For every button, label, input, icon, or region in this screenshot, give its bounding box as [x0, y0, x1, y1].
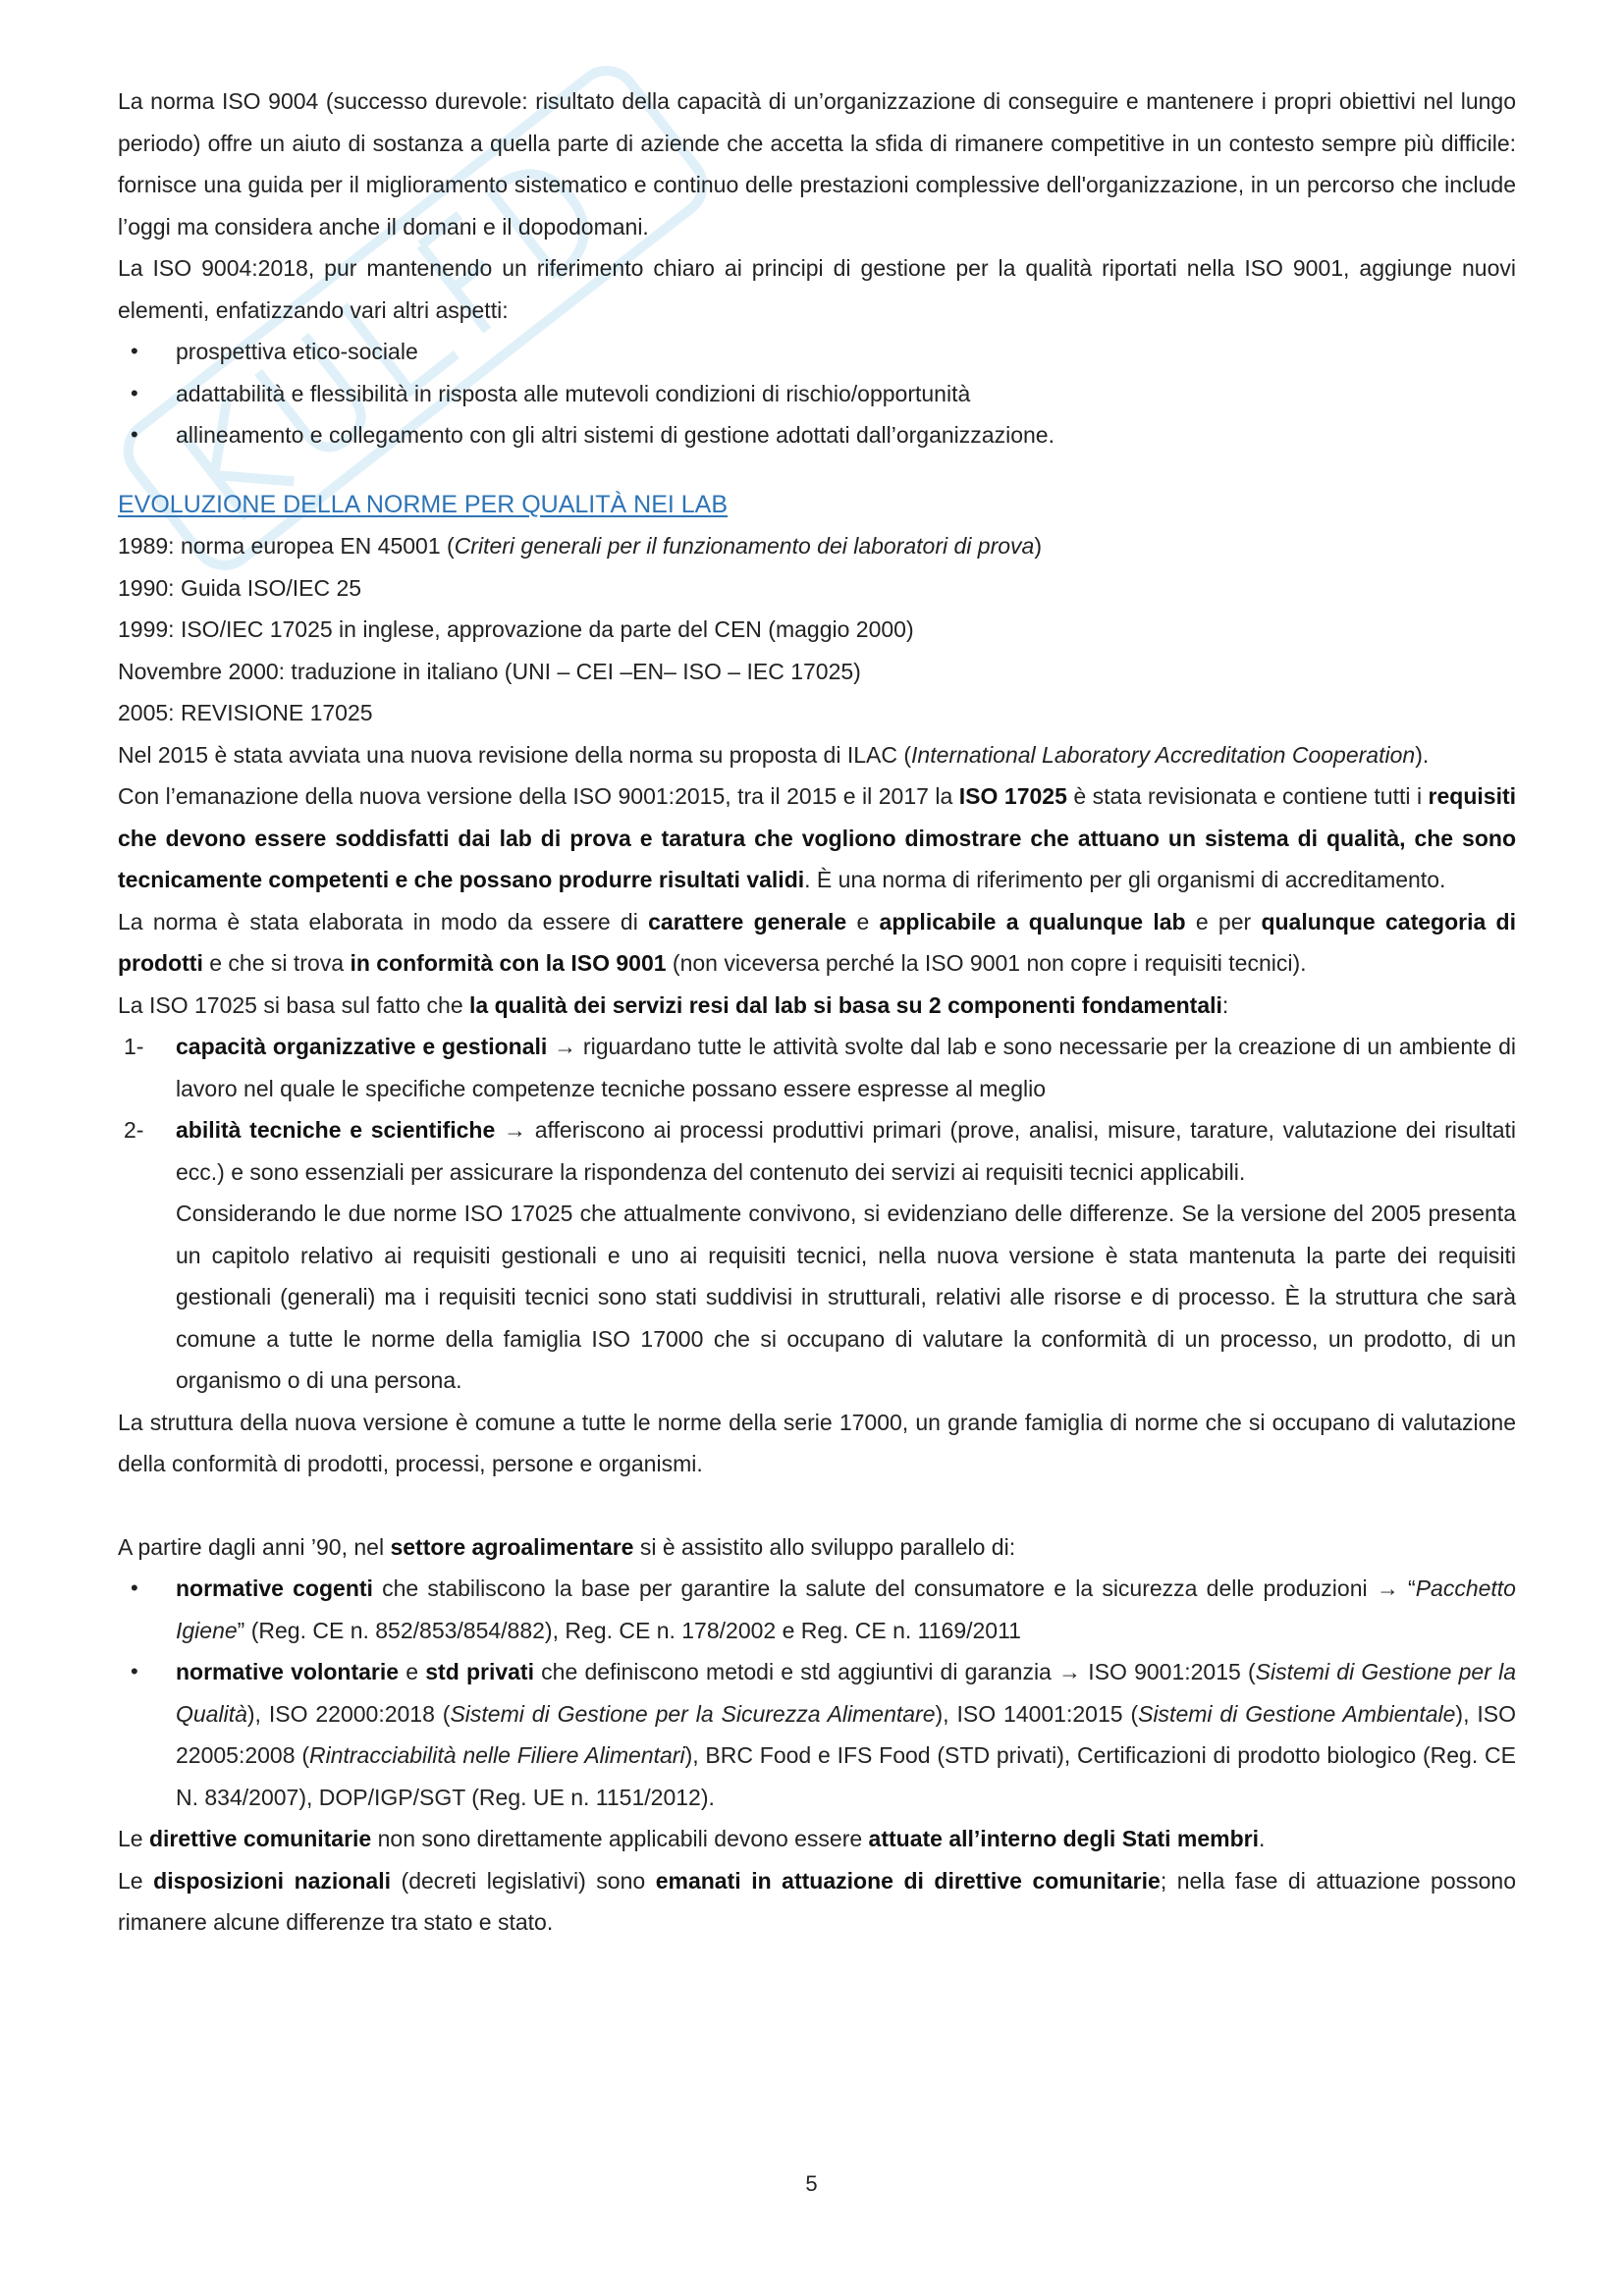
paragraph-revision-2015: Nel 2015 è stata avviata una nuova revisione della norma su proposta di ILAC (International Laboratory Accreditation Cooperation).	[118, 741, 1430, 768]
list-number: 2-	[124, 1117, 144, 1143]
bullet-icon: •	[131, 1575, 138, 1600]
list-item: 2- abilità tecniche e scientifiche → afferiscono ai processi produttivi primari (prove, analisi, misure, tarature, valutazione dei risultati ecc.) e sono essenziali per assicurare la rispondenza del contenuto dei servizi ai requisiti tecnici applicabili. Considerando le due norme ISO 17025 che attualmente convivono, si evidenziano delle differenze. Se la versione del 2005 presenta un capitolo relativo ai requisiti gestionali e uno ai requisiti tecnici, nella nuova versione è stata mantenuta la parte dei requisiti gestionali (generali) ma i requisiti tecnici sono stati suddivisi in strutturali, relativi alle risorse e di processo. È la struttura che sarà comune a tutte le norme della famiglia ISO 17000 che si occupano di valutare la conformità di un processo, un prodotto, di un organismo o di una persona.	[118, 1109, 1516, 1402]
bullet-icon: •	[131, 380, 138, 405]
timeline-1989: 1989: norma europea EN 45001 (Criteri generali per il funzionamento dei laboratori di prova)	[118, 533, 1043, 559]
paragraph-components: La ISO 17025 si basa sul fatto che la qualità dei servizi resi dal lab si basa su 2 componenti fondamentali:	[118, 991, 1229, 1018]
list-number: 1-	[124, 1034, 144, 1059]
list-item: • adattabilità e flessibilità in risposta alle mutevoli condizioni di rischio/opportunità	[118, 373, 1516, 415]
bullet-icon: •	[131, 422, 138, 447]
timeline-1999: 1999: ISO/IEC 17025 in inglese, approvazione da parte del CEN (maggio 2000)	[118, 616, 914, 642]
list-item: • normative cogenti che stabiliscono la base per garantire la salute del consumatore e la sicurezza delle produzioni → “Pacchetto Igiene” (Reg. CE n. 852/853/854/882), Reg. CE n. 178/2002 e Reg. CE n. 1169/2011	[118, 1568, 1516, 1651]
paragraph-agro: A partire dagli anni ’90, nel settore agroalimentare si è assistito allo sviluppo parallelo di:	[118, 1533, 1016, 1560]
paragraph-iso9004: La norma ISO 9004 (successo durevole: risultato della capacità di un’organizzazione di conseguire e mantenere i propri obiettivi nel lungo periodo) offre un aiuto di sostanza a quella parte di aziende che accetta la sfida di rimanere competitive in un contesto sempre più difficile: fornisce una guida per il miglioramento sistematico e continuo delle prestazioni complessive dell'organizzazione, in un percorso che include l’oggi ma considera anche il domani e il dopodomani.	[118, 88, 1516, 240]
section-heading: EVOLUZIONE DELLA NORME PER QUALITÀ NEI LAB	[118, 490, 729, 518]
paragraph-directives: Le direttive comunitarie non sono direttamente applicabili devono essere attuate all’interno degli Stati membri.	[118, 1826, 1266, 1851]
paragraph-iso17025: Con l’emanazione della nuova versione della ISO 9001:2015, tra il 2015 e il 2017 la ISO 17025 è stata revisionata e contiene tutti i requisiti che devono essere soddisfatti dai lab di prova e taratura che vogliono dimostrare che attuano un sistema di qualità, che sono tecnicamente competenti e che possano produrre risultati validi. È una norma di riferimento per gli organismi di accreditamento.	[118, 783, 1517, 892]
bullet-icon: •	[131, 339, 138, 363]
list-item: • normative volontarie e std privati che definiscono metodi e std aggiuntivi di garanzia → ISO 9001:2015 (Sistemi di Gestione per la Qualità), ISO 22000:2018 (Sistemi di Gestione per la Sicurezza Alimentare), ISO 14001:2015 (Sistemi di Gestione Ambientale), ISO 22005:2008 (Rintracciabilità nelle Filiere Alimentari), BRC Food e IFS Food (STD privati), Certificazioni di prodotto biologico (Reg. CE N. 834/2007), DOP/IGP/SGT (Reg. UE n. 1151/2012).	[118, 1651, 1516, 1818]
timeline-2005: 2005: REVISIONE 17025	[118, 700, 373, 725]
arrow-icon: →	[495, 1117, 535, 1143]
timeline-1990: 1990: Guida ISO/IEC 25	[118, 574, 362, 601]
components-list	[118, 1026, 1516, 1402]
aspects-list	[118, 331, 1516, 456]
bullet-icon: •	[131, 1659, 138, 1683]
list-item: • allineamento e collegamento con gli altri sistemi di gestione adottati dall’organizzazione.	[118, 414, 1516, 456]
paragraph-national: Le disposizioni nazionali (decreti legislativi) sono emanati in attuazione di direttive comunitarie; nella fase di attuazione possono rimanere alcune differenze tra stato e stato.	[118, 1867, 1517, 1935]
paragraph-general-character: La norma è stata elaborata in modo da essere di carattere generale e applicabile a qualunque lab e per qualunque categoria di prodotti e che si trova in conformità con la ISO 9001 (non viceversa perché la ISO 9001 non copre i requisiti tecnici).	[118, 908, 1516, 976]
list-item: • prospettiva etico-sociale	[118, 331, 1516, 373]
list-item: 1- capacità organizzative e gestionali → riguardano tutte le attività svolte dal lab e sono necessarie per la creazione di un ambiente di lavoro nel quale le specifiche competenze tecniche possano essere espresse al meglio	[118, 1026, 1516, 1109]
paragraph-17000-series: La struttura della nuova versione è comune a tutte le norme della serie 17000, un grande famiglia di norme che si occupano di valutazione della conformità di prodotti, processi, persone e organismi.	[118, 1409, 1516, 1476]
timeline-2000: Novembre 2000: traduzione in italiano (UNI – CEI –EN– ISO – IEC 17025)	[118, 658, 861, 684]
list-item-extra: Considerando le due norme ISO 17025 che attualmente convivono, si evidenziano delle differenze. Se la versione del 2005 presenta un capitolo relativo ai requisiti gestionali e uno ai requisiti tecnici, nella nuova versione è stata mantenuta la parte dei requisiti gestionali (generali) ma i requisiti tecnici sono stati suddivisi in strutturali, relativi alle risorse e di processo. È la struttura che sarà comune a tutte le norme della famiglia ISO 17000 che si occupano di valutare la conformità di un processo, un prodotto, di un organismo o di una persona.	[176, 1201, 1516, 1393]
paragraph-iso9004-2018: La ISO 9004:2018, pur mantenendo un riferimento chiaro ai principi di gestione per la qualità riportati nella ISO 9001, aggiunge nuovi elementi, enfatizzando vari altri aspetti:	[118, 255, 1516, 323]
page-number: 5	[805, 2171, 818, 2196]
agro-list	[118, 1568, 1516, 1818]
arrow-icon: →	[547, 1034, 583, 1059]
document-page	[118, 80, 1516, 1944]
